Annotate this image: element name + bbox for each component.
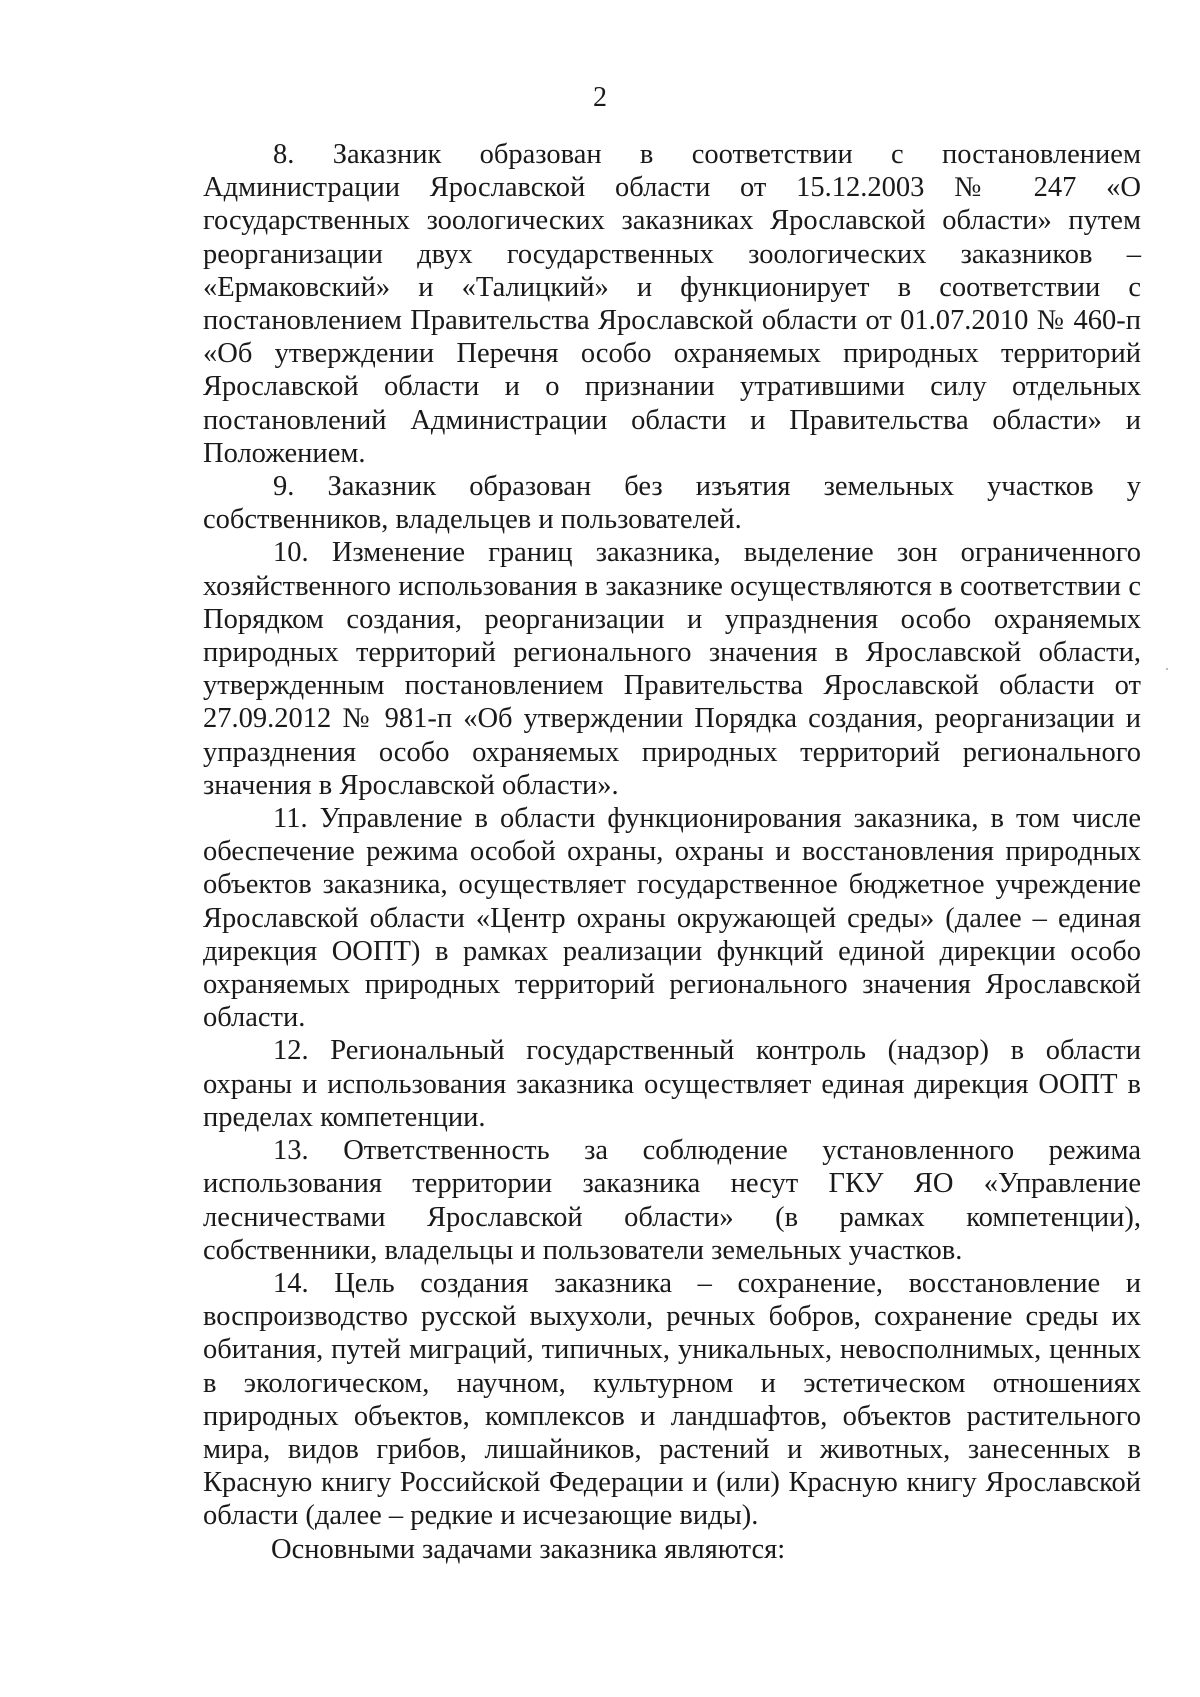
tasks-intro: Основными задачами заказника являются: bbox=[271, 1533, 786, 1565]
scan-speck bbox=[1166, 668, 1168, 670]
document-body bbox=[203, 138, 1141, 1566]
paragraph-12: 12. Региональный государственный контроль (надзор) в области охраны и использования заказника осуществляет единая дирекция ООПТ в пределах компетенции. bbox=[203, 1035, 1141, 1133]
paragraph-13: 13. Ответственность за соблюдение установленного режима использования территории заказника несут ГКУ ЯО «Управление лесничествами Ярославской области» (в рамках компетенции), собственники, владельцы и пользователи земельных участков. bbox=[203, 1135, 1141, 1266]
page-number: 2 bbox=[593, 82, 607, 113]
paragraph-11: 11. Управление в области функционирования заказника, в том числе обеспечение режима особой охраны, охраны и восстановления природных объектов заказника, осуществляет государственное бюджетное учреждение Ярославской области «Центр охраны окружающей среды» (далее – единая дирекция ООПТ) в рамках реализации функций единой дирекции особо охраняемых природных территорий регионального значения Ярославской области. bbox=[203, 803, 1141, 1034]
paragraph-14: 14. Цель создания заказника – сохранение, восстановление и воспроизводство русской выхухоли, речных бобров, сохранение среды их обитания, путей миграций, типичных, уникальных, невосполнимых, ценных в экологическом, научном, культурном и эстетическом отношениях природных объектов, комплексов и ландшафтов, объектов растительного мира, видов грибов, лишайников, растений и животных, занесенных в Красную книгу Российской Федерации и (или) Красную книгу Ярославской области (далее – редкие и исчезающие виды). bbox=[203, 1267, 1141, 1532]
paragraph-9: 9. Заказник образован без изъятия земельных участков у собственников, владельцев и пользователей. bbox=[203, 471, 1141, 536]
paragraph-8: 8. Заказник образован в соответствии с постановлением Администрации Ярославской области от 15.12.2003 № 247 «О государственных зоологических заказниках Ярославской области» путем реорганизации двух государственных зоологических заказников – «Ермаковский» и «Талицкий» и функционирует в соответствии с постановлением Правительства Ярославской области от 01.07.2010 № 460-п «Об утверждении Перечня особо охраняемых природных территорий Ярославской области и о признании утратившими силу отдельных постановлений Администрации области и Правительства области» и Положением. bbox=[203, 139, 1141, 469]
paragraph-10: 10. Изменение границ заказника, выделение зон ограниченного хозяйственного использования в заказнике осуществляются в соответствии с Порядком создания, реорганизации и упразднения особо охраняемых природных территорий регионального значения в Ярославской области, утвержденным постановлением Правительства Ярославской области от 27.09.2012 № 981-п «Об утверждении Порядка создания, реорганизации и упразднения особо охраняемых природных территорий регионального значения в Ярославской области». bbox=[203, 537, 1141, 801]
